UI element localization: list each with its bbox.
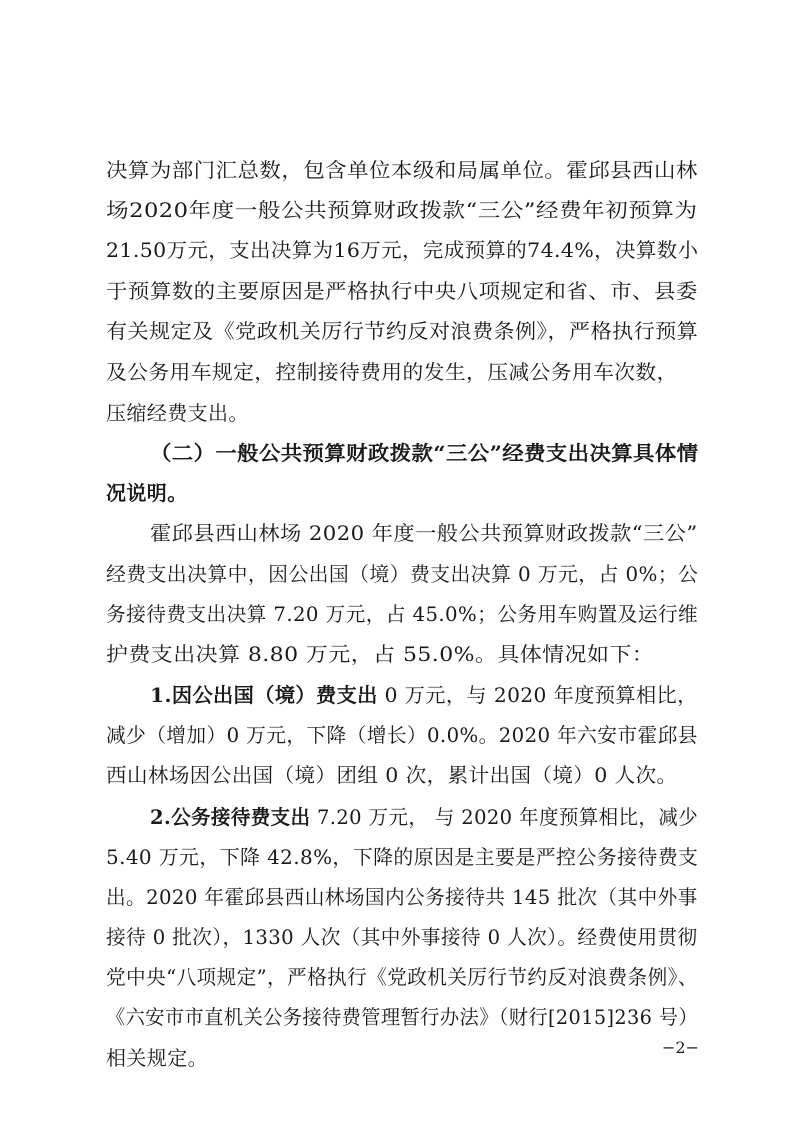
item2-first-line	[150, 805, 698, 829]
section-heading: 况说明。	[106, 481, 188, 505]
p1-line: 决算为部门汇总数，包含单位本级和局属单位。霍邱县西山林	[106, 158, 698, 182]
item1-line: 减少（增加）0 万元，下降（增长）0.0%。2020 年六安市霍邱县	[106, 723, 698, 747]
p2-line: 经费支出决算中，因公出国（境）费支出决算 0 万元，占 0%；公	[106, 562, 699, 586]
section-heading: （二）一般公共预算财政拨款“三公”经费支出决算具体情	[150, 441, 699, 465]
item2-line: 相关规定。	[106, 1046, 208, 1070]
item2-line: 出。2020 年霍邱县西山林场国内公务接待共 145 批次（其中外事	[106, 885, 698, 909]
item2-line: 接待 0 批次），1330 人次（其中外事接待 0 人次）。经费使用贯彻	[106, 925, 698, 949]
item2-line: 5.40 万元，下降 42.8%，下降的原因是主要是严控公务接待费支	[106, 845, 699, 869]
p1-line: 有关规定及《党政机关厉行节约反对浪费条例》，严格执行预算	[106, 319, 699, 343]
p1-line: 及公务用车规定，控制接待费用的发生，压减公务用车次数，	[106, 360, 678, 384]
item1-label: 1.因公出国（境）费支出	[150, 683, 378, 707]
p2-line: 霍邱县西山林场 2020 年度一般公共预算财政拨款“三公”	[150, 521, 698, 545]
item1-line: 西山林场因公出国（境）团组 0 次，累计出国（境）0 人次。	[106, 763, 678, 787]
item2-line: 《六安市市直机关公务接待费管理暂行办法》（财行[2015]236 号）	[106, 1005, 699, 1029]
p1-line: 压缩经费支出。	[106, 401, 249, 425]
p1-line: 21.50万元，支出决算为16万元，完成预算的74.4%，决算数小	[106, 238, 699, 262]
p1-line: 于预算数的主要原因是严格执行中央八项规定和省、市、县委	[106, 279, 698, 303]
item2-line: 党中央“八项规定”，严格执行《党政机关厉行节约反对浪费条例》、	[106, 965, 698, 989]
page-number: −2−	[662, 1038, 699, 1057]
p2-line: 护费支出决算 8.80 万元，占 55.0%。具体情况如下：	[106, 642, 655, 666]
item1-first-line	[150, 683, 698, 707]
p1-line: 场2020年度一般公共预算财政拨款“三公”经费年初预算为	[106, 198, 698, 222]
p2-line: 务接待费支出决算 7.20 万元，占 45.0%；公务用车购置及运行维	[106, 602, 699, 626]
item2-label: 2.公务接待费支出	[150, 805, 311, 829]
item2-text: 7.20 万元， 与 2020 年度预算相比，减少	[310, 805, 699, 829]
item1-text: 0 万元，与 2020 年度预算相比，	[377, 683, 698, 707]
